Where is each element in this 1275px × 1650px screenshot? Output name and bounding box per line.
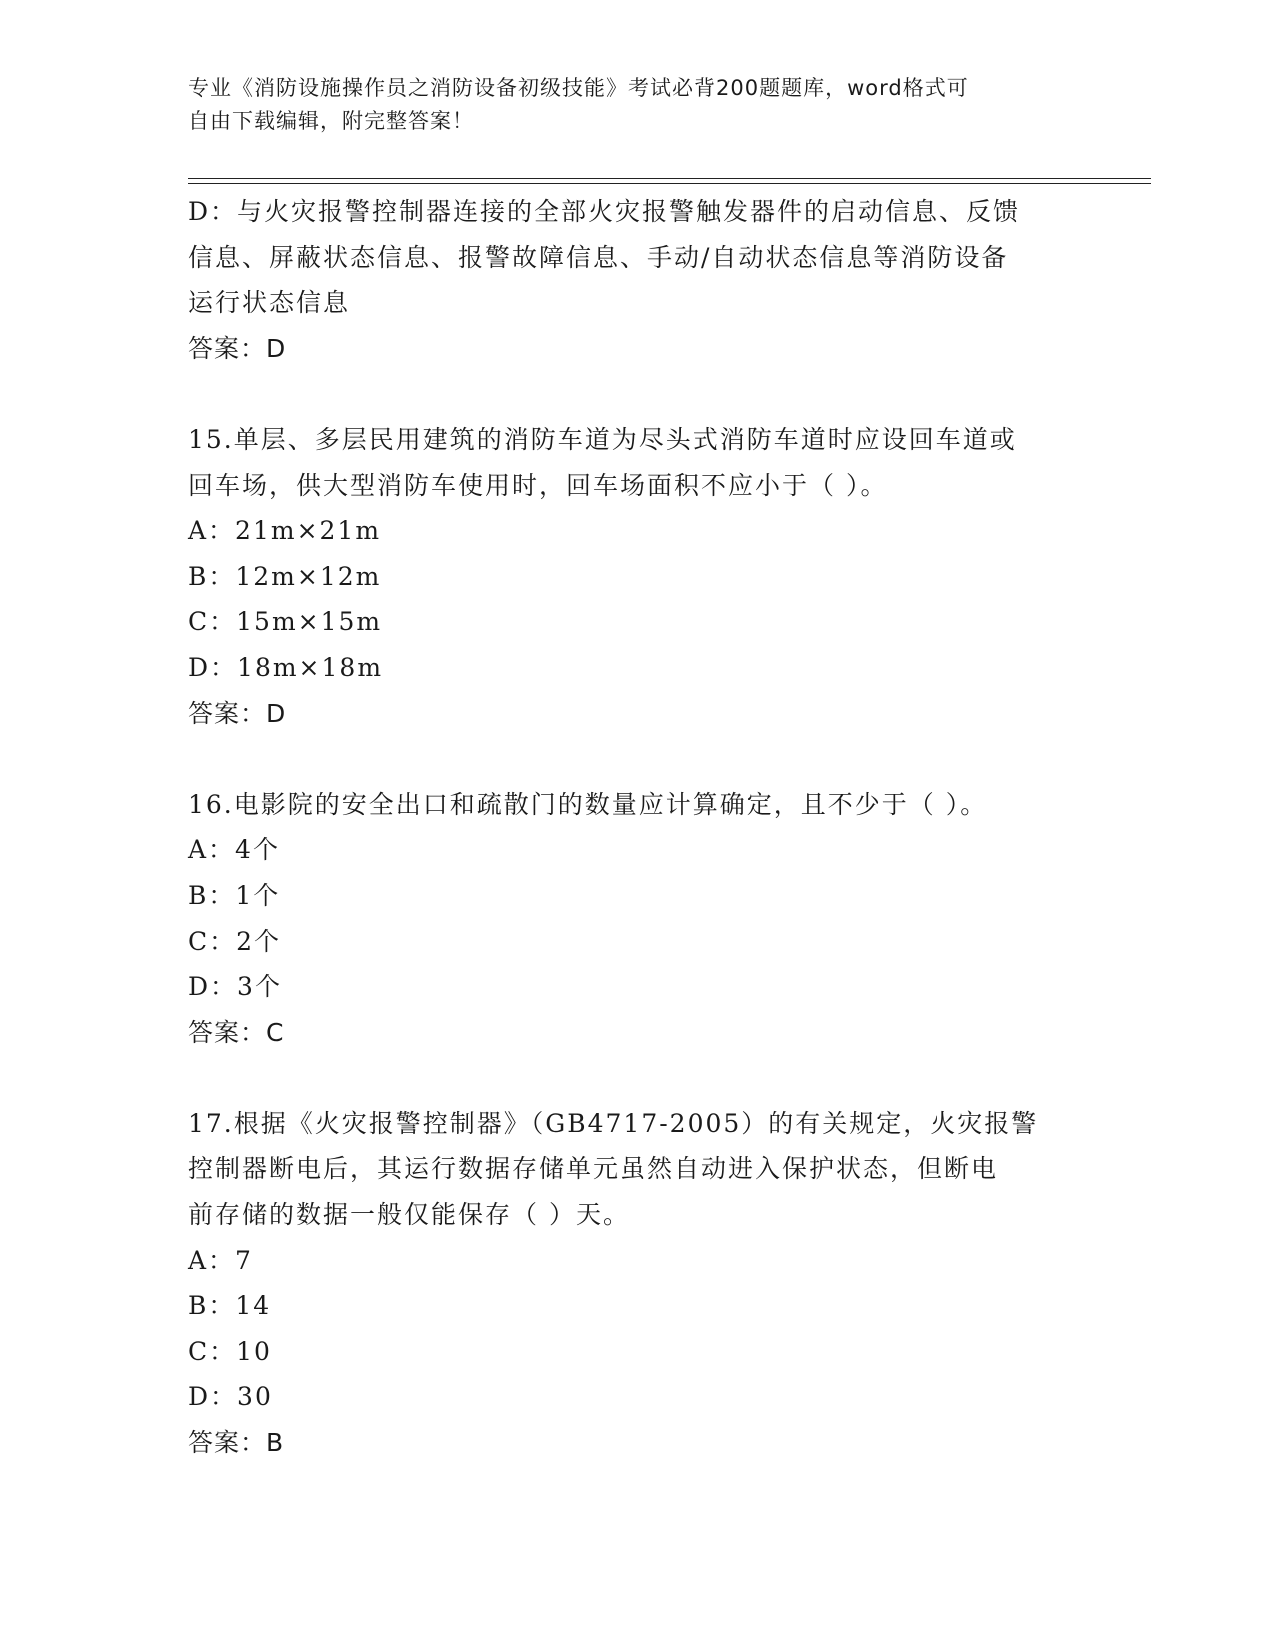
spacer (188, 1055, 1088, 1101)
prev-option-d-line-1: D：与火灾报警控制器连接的全部火灾报警触发器件的启动信息、反馈 (188, 197, 1021, 226)
q15-option-b: B：12m×12m (188, 561, 382, 591)
q17-option-b: B：14 (188, 1291, 272, 1321)
header-divider-bottom (188, 183, 1151, 184)
q17-stem-line-3: 前存储的数据一般仅能保存（ ）天。 (188, 1200, 630, 1230)
question-17 (188, 1101, 1088, 1466)
header-divider-top (188, 178, 1151, 179)
q16-option-a: A：4个 (188, 835, 280, 865)
q15-option-d: D：18m×18m (188, 652, 384, 682)
question-15 (188, 417, 1088, 736)
q17-option-d: D：30 (188, 1382, 273, 1412)
q15-stem-line-2: 回车场，供大型消防车使用时，回车场面积不应小于（ ）。 (188, 470, 888, 500)
q16-option-d: D：3个 (188, 972, 282, 1002)
q17-stem-line-1: 17.根据《火灾报警控制器》（GB4717-2005）的有关规定，火灾报警 (188, 1108, 1039, 1138)
q16-option-c: C：2个 (188, 926, 282, 956)
question-16 (188, 782, 1088, 1056)
q17-answer: 答案：B (188, 1428, 285, 1458)
prev-option-d-line-3: 运行状态信息 (188, 288, 351, 318)
q17-option-c: C：10 (188, 1336, 272, 1366)
spacer (188, 371, 1088, 417)
q15-option-a: A：21m×21m (188, 516, 382, 546)
q15-option-c: C：15m×15m (188, 607, 383, 637)
prev-question-block (188, 189, 1088, 371)
q15-answer: 答案：D (188, 698, 287, 728)
document-header (188, 72, 1088, 138)
header-line-2: 自由下载编辑，附完整答案！ (188, 109, 474, 133)
q17-option-a: A：7 (188, 1245, 253, 1275)
q16-answer: 答案：C (188, 1017, 285, 1047)
prev-answer: 答案：D (188, 333, 287, 363)
header-line-1: 专业《消防设施操作员之消防设备初级技能》考试必背200题题库，word格式可 (188, 76, 969, 100)
q16-stem-line-1: 16.电影院的安全出口和疏散门的数量应计算确定，且不少于（ ）。 (188, 789, 988, 819)
prev-option-d-line-2: 信息、屏蔽状态信息、报警故障信息、手动/自动状态信息等消防设备 (188, 242, 1009, 272)
q16-option-b: B：1个 (188, 880, 281, 910)
spacer (188, 736, 1088, 782)
q17-stem-line-2: 控制器断电后，其运行数据存储单元虽然自动进入保护状态，但断电 (188, 1154, 999, 1184)
q15-stem-line-1: 15.单层、多层民用建筑的消防车道为尽头式消防车道时应设回车道或 (188, 424, 1017, 454)
document-body (188, 189, 1088, 1466)
